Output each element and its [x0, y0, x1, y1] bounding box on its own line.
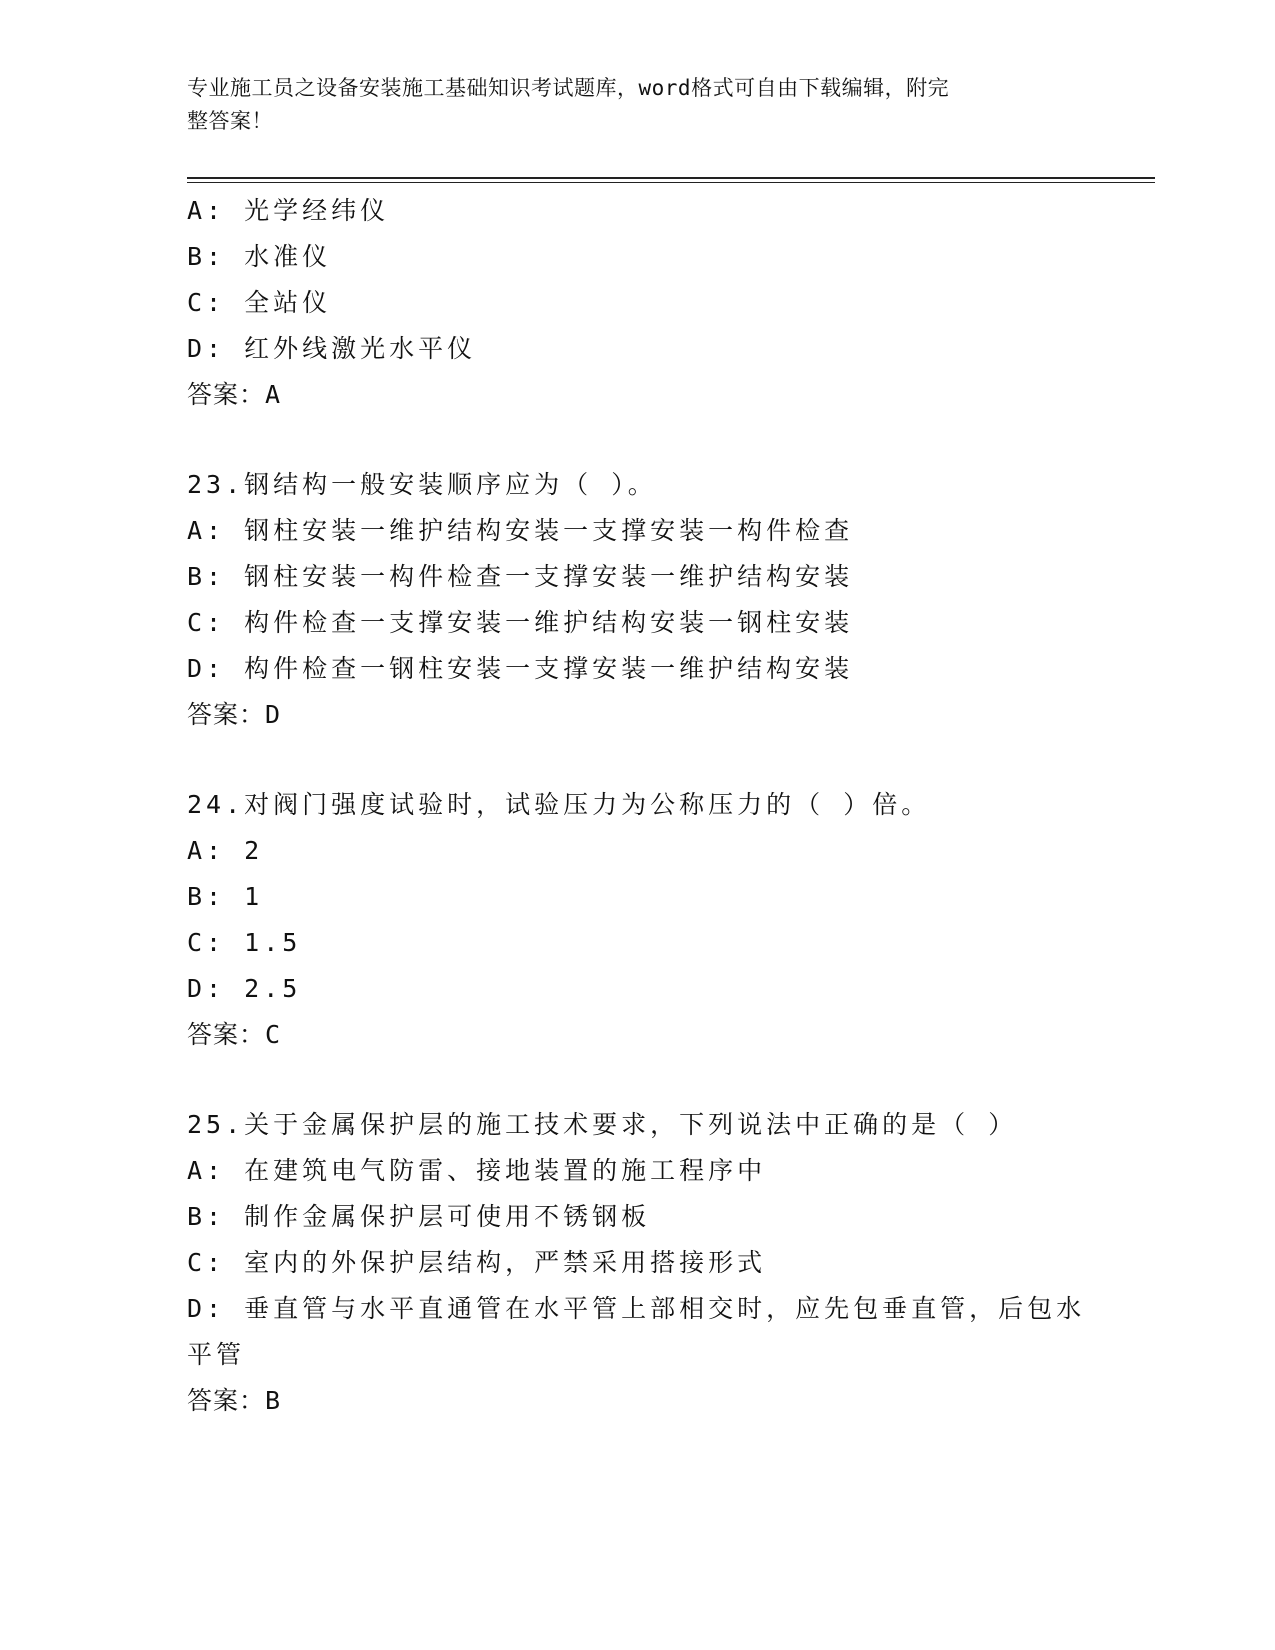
answer-label: 答案：	[187, 1020, 266, 1049]
option-c: C: 构件检查一支撑安装一维护结构安装一钢柱安装	[187, 608, 854, 637]
header-rule-thin	[187, 182, 1155, 183]
option-d: D: 垂直管与水平直通管在水平管上部相交时，应先包垂直管，后包水	[187, 1294, 1086, 1323]
option-a: A: 钢柱安装一维护结构安装一支撑安装一构件检查	[187, 516, 854, 545]
question-list	[187, 188, 1087, 1424]
question-22	[187, 188, 1087, 418]
option-a: A: 在建筑电气防雷、接地装置的施工程序中	[187, 1156, 767, 1185]
answer	[187, 1012, 1087, 1058]
question-text: 23.钢结构一般安装顺序应为（ ）。	[187, 470, 657, 499]
option-b: B: 水准仪	[187, 242, 332, 271]
question-24	[187, 782, 1087, 1058]
answer-label: 答案：	[187, 380, 266, 409]
option-c: C: 1.5	[187, 928, 302, 957]
answer-value: A	[265, 380, 282, 409]
option-a: A: 光学经纬仪	[187, 196, 390, 225]
answer-value: D	[265, 700, 282, 729]
answer-label: 答案：	[187, 700, 266, 729]
answer	[187, 692, 1087, 738]
option-d: D: 红外线激光水平仪	[187, 334, 477, 363]
question-25	[187, 1102, 1087, 1424]
spacer	[187, 1058, 1087, 1102]
option-d: D: 构件检查一钢柱安装一支撑安装一维护结构安装	[187, 654, 854, 683]
option-a: A: 2	[187, 836, 264, 865]
spacer	[187, 418, 1087, 462]
option-c: C: 全站仪	[187, 288, 332, 317]
question-text: 25.关于金属保护层的施工技术要求，下列说法中正确的是（ ）	[187, 1110, 1018, 1139]
question-23	[187, 462, 1087, 738]
option-b: B: 制作金属保护层可使用不锈钢板	[187, 1202, 651, 1231]
answer-value: B	[265, 1386, 282, 1415]
spacer	[187, 738, 1087, 782]
document-header: 专业施工员之设备安装施工基础知识考试题库，word格式可自由下载编辑，附完 整答案！	[187, 76, 950, 133]
option-d-continued: 平管	[187, 1340, 246, 1369]
option-b: B: 1	[187, 882, 264, 911]
option-c: C: 室内的外保护层结构，严禁采用搭接形式	[187, 1248, 767, 1277]
answer-label: 答案：	[187, 1386, 266, 1415]
answer-value: C	[265, 1020, 282, 1049]
option-d: D: 2.5	[187, 974, 302, 1003]
question-text: 24.对阀门强度试验时，试验压力为公称压力的（ ）倍。	[187, 790, 931, 819]
option-b: B: 钢柱安装一构件检查一支撑安装一维护结构安装	[187, 562, 854, 591]
answer	[187, 372, 1087, 418]
answer	[187, 1378, 1087, 1424]
header-rule-thick	[187, 177, 1155, 179]
